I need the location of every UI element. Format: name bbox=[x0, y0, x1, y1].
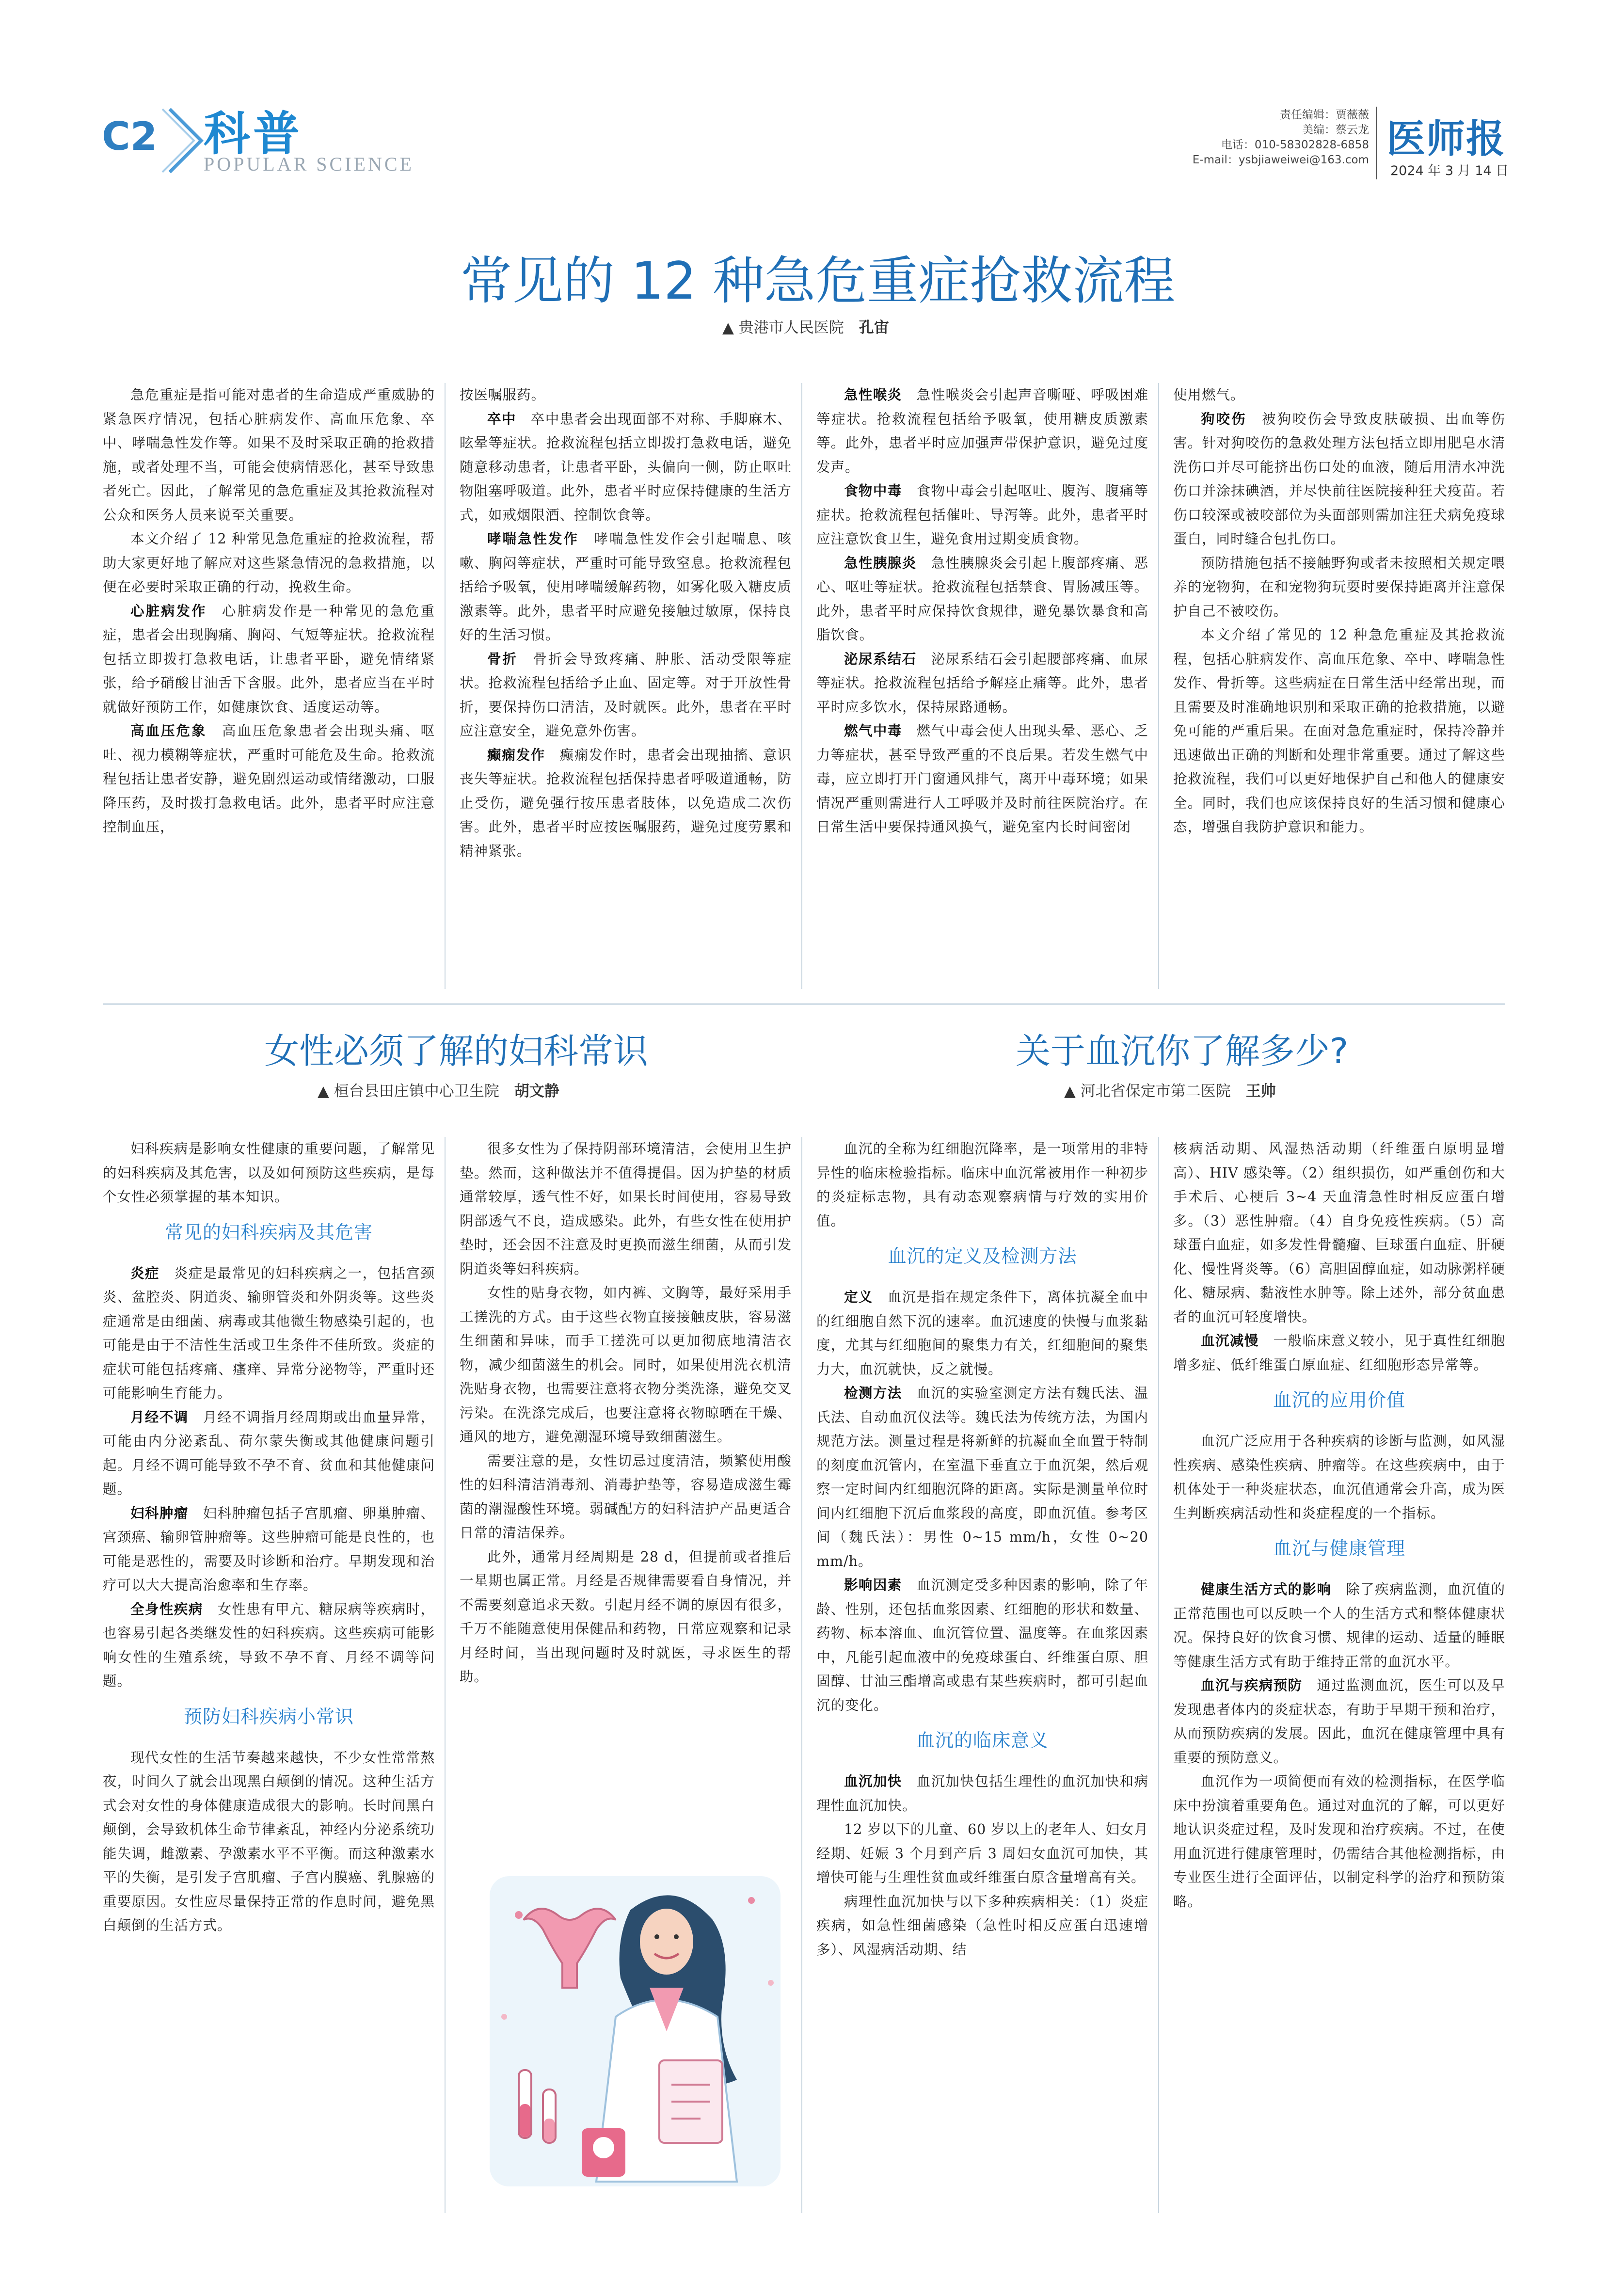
section-title: 科普 bbox=[204, 107, 303, 161]
article2-title: 女性必须了解的妇科常识 bbox=[264, 1031, 649, 1071]
editor-credits bbox=[1193, 108, 1369, 168]
paragraph-keyword: 检测方法 bbox=[844, 1385, 902, 1401]
paragraph-text: 预防措施包括不接触野狗或者未按照相关规定喂养的宠物狗，在和宠物狗玩耍时要保持距离并注意保护自己不被咬伤。 bbox=[1173, 555, 1505, 619]
paragraph bbox=[460, 407, 792, 527]
paragraph-text: 按医嘱服药。 bbox=[460, 387, 546, 403]
byline-author: 孔宙 bbox=[859, 319, 889, 336]
paragraph-text: 急性喉炎会引起声音嘶哑、呼吸困难等症状。抢救流程包括给予吸氧，使用糖皮质激素等。此外，患者平时应加强声带保护意识，避免过度发声。 bbox=[816, 387, 1148, 475]
paragraph bbox=[816, 1818, 1148, 1890]
paragraph-text: 燃气中毒会使人出现头晕、恶心、乏力等症状，甚至导致严重的不良后果。若发生燃气中毒，应立即打开门窗通风排气，离开中毒环境；如果情况严重则需进行人工呼吸并及时前往医院治疗。在日常生活中要保持通风换气，避免室内长时间密闭 bbox=[816, 723, 1148, 835]
column-divider bbox=[801, 383, 802, 989]
paragraph-keyword: 全身性疾病 bbox=[130, 1601, 203, 1617]
paragraph bbox=[460, 1281, 792, 1449]
paragraph bbox=[460, 647, 792, 743]
paragraph bbox=[103, 527, 435, 599]
paragraph bbox=[816, 551, 1148, 647]
paragraph bbox=[816, 719, 1148, 839]
paragraph bbox=[1173, 1674, 1505, 1770]
column-divider bbox=[445, 383, 446, 989]
paragraph-text: 需要注意的是，女性切忌过度清洁，频繁使用酸性的妇科清洁消毒剂、消毒护垫等，容易造成滋生霉菌的潮湿酸性环境。弱碱配方的妇科洁护产品更适合日常的清洁保养。 bbox=[460, 1452, 792, 1541]
paragraph bbox=[460, 743, 792, 863]
section-code: C2 bbox=[102, 114, 158, 159]
subheading: 血沉的定义及检测方法 bbox=[888, 1245, 1077, 1267]
header-divider bbox=[1376, 107, 1377, 179]
paragraph-text: 癫痫发作时，患者会出现抽搐、意识丧失等症状。抢救流程包括保持患者呼吸道通畅，防止受伤，避免强行按压患者肢体，以免造成二次伤害。此外，患者平时应按医嘱服药，避免过度劳累和精神紧张。 bbox=[460, 747, 792, 859]
paragraph bbox=[103, 1597, 435, 1693]
issue-date: 2024 年 3 月 14 日 bbox=[1390, 163, 1509, 178]
subheading: 血沉的应用价值 bbox=[1273, 1389, 1405, 1411]
paragraph-text: 骨折会导致疼痛、肿胀、活动受限等症状。抢救流程包括给予止血、固定等。对于开放性骨折，要保持伤口清洁，及时就医。此外，患者在平时应注意安全，避免意外伤害。 bbox=[460, 651, 792, 739]
paragraph-text: 此外，通常月经周期是 28 d，但提前或者推后一星期也属正常。月经是否规律需要看自身情况，并不需要刻意追求天数。引起月经不调的原因有很多，千万不能随意使用保健品和药物，日常应观察和记录月经时间，当出现问题时及时就医，寻求医生的帮助。 bbox=[460, 1548, 792, 1685]
paragraph-text: 一般临床意义较小，见于真性红细胞增多症、低纤维蛋白原血症、红细胞形态异常等。 bbox=[1173, 1333, 1505, 1373]
paragraph-text: 病理性血沉加快与以下多种疾病相关：（1）炎症疾病，如急性细菌感染（急性时相反应蛋白迅速增多）、风湿病活动期、结 bbox=[816, 1893, 1148, 1958]
paragraph-keyword: 急性喉炎 bbox=[844, 387, 902, 403]
paragraph-text: 高血压危象患者会出现头痛、呕吐、视力模糊等症状，严重时可能危及生命。抢救流程包括让患者安静，避免剧烈运动或情绪激动，口服降压药，及时拨打急救电话。此外，患者平时应注意控制血压， bbox=[103, 723, 435, 835]
paragraph-text: 很多女性为了保持阴部环境清洁，会使用卫生护垫。然而，这种做法并不值得提倡。因为护垫的材质通常较厚，透气性不好，如果长时间使用，容易导致阴部透气不良，造成感染。此外，有些女性在使用护垫时，还会因不注意及时更换而滋生细菌，从而引发阴道炎等妇科疾病。 bbox=[460, 1141, 792, 1277]
subheading: 预防妇科疾病小常识 bbox=[183, 1706, 354, 1727]
paragraph bbox=[816, 1770, 1148, 1818]
paragraph bbox=[816, 479, 1148, 551]
paragraph bbox=[103, 1261, 435, 1405]
column-divider bbox=[1158, 383, 1159, 989]
paragraph bbox=[1173, 383, 1505, 407]
newspaper-logo: 医师报 bbox=[1386, 116, 1506, 161]
paragraph-text: 血沉测定受多种因素的影响，除了年龄、性别，还包括血浆因素、红细胞的形状和数量、药物、标本溶血、血沉管位置、温度等。在血浆因素中，凡能引起血液中的免疫球蛋白、纤维蛋白原、胆固醇、甘油三酯增高或患有某些疾病时，都可引起血沉的变化。 bbox=[816, 1577, 1148, 1713]
paragraph bbox=[816, 1381, 1148, 1573]
paragraph-text: 急危重症是指可能对患者的生命造成严重威胁的紧急医疗情况，包括心脏病发作、高血压危象、卒中、哮喘急性发作等。如果不及时采取正确的抢救措施，或者处理不当，可能会使病情恶化，甚至导致患者死亡。因此，了解常见的急危重症及其抢救流程对公众和医务人员来说至关重要。 bbox=[103, 387, 435, 523]
paragraph-text: 12 岁以下的儿童、60 岁以上的老年人、妇女月经期、妊娠 3 个月到产后 3 周妇女血沉可加快，其增快可能与生理性贫血或纤维蛋白原含量增高有关。 bbox=[816, 1821, 1148, 1885]
paragraph-text: 使用燃气。 bbox=[1173, 387, 1245, 403]
paragraph bbox=[103, 1405, 435, 1501]
credit-phone: 电话：010-58302828-6858 bbox=[1221, 139, 1369, 151]
paragraph-text: 女性的贴身衣物，如内裤、文胸等，最好采用手工搓洗的方式。由于这些衣物直接接触皮肤，容易滋生细菌和异味，而手工搓洗可以更加彻底地清洁衣物，减少细菌滋生的机会。同时，如果使用洗衣机清洗贴身衣物，也需要注意将衣物分类洗涤，避免交叉污染。在洗涤完成后，也要注意将衣物晾晒在干燥、通风的地方，避免潮湿环境导致细菌滋生。 bbox=[460, 1285, 792, 1445]
paragraph bbox=[1173, 1329, 1505, 1377]
paragraph bbox=[1173, 407, 1505, 551]
paragraph-keyword: 心脏病发作 bbox=[130, 603, 207, 619]
paragraph-text: 现代女性的生活节奏越来越快，不少女性常常熬夜，时间久了就会出现黑白颠倒的情况。这种生活方式会对女性的身体健康造成很大的影响。长时间黑白颠倒，会导致机体生命节律紊乱，神经内分泌系统功能失调，雌激素、孕激素水平不平衡。而这种激素水平的失衡，是引发子宫肌瘤、子宫内膜癌、乳腺癌的重要原因。女性应尽量保持正常的作息时间，避免黑白颠倒的生活方式。 bbox=[103, 1749, 435, 1933]
paragraph-keyword: 血沉减慢 bbox=[1201, 1333, 1259, 1349]
paragraph-keyword: 癫痫发作 bbox=[487, 747, 545, 763]
paragraph bbox=[1173, 1429, 1505, 1525]
paragraph bbox=[460, 1545, 792, 1689]
paragraph bbox=[1173, 1578, 1505, 1674]
paragraph-text: 卒中患者会出现面部不对称、手脚麻木、眩晕等症状。抢救流程包括立即拨打急救电话，避免随意移动患者，让患者平卧，头偏向一侧，防止呕吐物阻塞呼吸道。此外，患者平时应保持健康的生活方式，如戒烟限酒、控制饮食等。 bbox=[460, 411, 792, 523]
paragraph bbox=[103, 383, 435, 527]
column-divider bbox=[1158, 1137, 1159, 2213]
article2-column-2 bbox=[460, 1137, 792, 1689]
article2-byline bbox=[318, 1079, 559, 1100]
paragraph-text: 急性胰腺炎会引起上腹部疼痛、恶心、呕吐等症状。抢救流程包括禁食、胃肠减压等。此外，患者平时应保持饮食规律，避免暴饮暴食和高脂饮食。 bbox=[816, 555, 1148, 643]
paragraph bbox=[816, 1285, 1148, 1381]
paragraph bbox=[460, 383, 792, 407]
paragraph-keyword: 妇科肿瘤 bbox=[130, 1505, 189, 1521]
article3-column-1 bbox=[816, 1137, 1148, 1961]
paragraph-text: 月经不调指月经周期或出血量异常，可能由内分泌紊乱、荷尔蒙失衡或其他健康问题引起。月经不调可能导致不孕不育、贫血和其他健康问题。 bbox=[103, 1409, 435, 1497]
paragraph bbox=[816, 1890, 1148, 1962]
paragraph-text: 除了疾病监测，血沉值的正常范围也可以反映一个人的生活方式和整体健康状况。保持良好的饮食习惯、规律的运动、适量的睡眠等健康生活方式有助于维持正常的血沉水平。 bbox=[1173, 1581, 1505, 1670]
female-doctor-illustration-icon bbox=[485, 1857, 785, 2191]
section-subtitle: POPULAR SCIENCE bbox=[204, 153, 414, 175]
paragraph-keyword: 卒中 bbox=[487, 411, 516, 427]
paragraph-text: 炎症是最常见的妇科疾病之一，包括宫颈炎、盆腔炎、阴道炎、输卵管炎和外阴炎等。这些炎症通常是由细菌、病毒或其他微生物感染引起的，也可能是由于不洁性生活或卫生条件不佳所致。炎症的症状可能包括疼痛、瘙痒、异常分泌物等，严重时还可能影响生育能力。 bbox=[103, 1265, 435, 1401]
paragraph-keyword: 月经不调 bbox=[130, 1409, 189, 1425]
paragraph bbox=[460, 1137, 792, 1281]
paragraph bbox=[816, 1137, 1148, 1233]
paragraph-keyword: 健康生活方式的影响 bbox=[1201, 1581, 1332, 1597]
paragraph-keyword: 血沉加快 bbox=[844, 1773, 902, 1789]
article1-column-4 bbox=[1173, 383, 1505, 839]
paragraph bbox=[460, 1449, 792, 1545]
paragraph-keyword: 定义 bbox=[844, 1289, 873, 1305]
paragraph bbox=[103, 599, 435, 719]
paragraph-text: 哮喘急性发作会引起喘息、咳嗽、胸闷等症状，严重时可能导致窒息。抢救流程包括给予吸氧，使用哮喘缓解药物，如雾化吸入糖皮质激素等。此外，患者平时应避免接触过敏原，保持良好的生活习惯。 bbox=[460, 531, 792, 643]
byline-org: ▲ 桓台县田庄镇中心卫生院 bbox=[318, 1083, 499, 1100]
paragraph-text: 血沉的实验室测定方法有魏氏法、温氏法、自动血沉仪法等。魏氏法为传统方法，为国内规范方法。测量过程是将新鲜的抗凝血全血置于特制的刻度血沉管内，在室温下垂直立于血沉架，然后观察一定时间内红细胞沉降的距离。实际是测量单位时间内红细胞下沉后血浆段的高度，即血沉值。参考区间（魏氏法）：男性 0~15 mm/h，女性 0~20 mm/h。 bbox=[816, 1385, 1148, 1569]
paragraph bbox=[103, 1746, 435, 1938]
paragraph-text: 本文介绍了常见的 12 种急危重症及其抢救流程，包括心脏病发作、高血压危象、卒中、哮喘急性发作、骨折等。这些病症在日常生活中经常出现，而且需要及时准确地识别和采取正确的抢救措施，以避免可能的严重后果。在面对急危重症时，保持冷静并迅速做出正确的判断和处理非常重要。通过了解这些抢救流程，我们可以更好地保护自己和他人的健康安全。同时，我们也应该保持良好的生活习惯和健康心态，增强自我防护意识和能力。 bbox=[1173, 627, 1505, 835]
paragraph-text: 泌尿系结石会引起腰部疼痛、血尿等症状。抢救流程包括给予解痉止痛等。此外，患者平时应多饮水，保持尿路通畅。 bbox=[816, 651, 1148, 715]
paragraph-keyword: 炎症 bbox=[130, 1265, 159, 1281]
paragraph-text: 女性患有甲亢、糖尿病等疾病时，也容易引起各类继发性的妇科疾病。这些疾病可能影响女性的生殖系统，导致不孕不育、月经不调等问题。 bbox=[103, 1601, 435, 1689]
credit-editor: 责任编辑：贾薇薇 bbox=[1280, 109, 1369, 121]
paragraph-keyword: 狗咬伤 bbox=[1201, 411, 1247, 427]
paragraph bbox=[1173, 1137, 1505, 1329]
paragraph bbox=[1173, 1770, 1505, 1913]
paragraph-text: 核病活动期、风湿热活动期（纤维蛋白原明显增高）、HIV 感染等。（2）组织损伤，如严重创伤和大手术后、心梗后 3~4 天血清急性时相反应蛋白增多。（3）恶性肿瘤。（4）自身免疫性疾病。（5）高球蛋白血症，如多发性骨髓瘤、巨球蛋白血症、肝硬化、慢性肾炎等。（6）高胆固醇血症，如动脉粥样硬化、糖尿病、黏液性水肿等。除上述外，部分贫血患者的血沉可轻度增快。 bbox=[1173, 1141, 1505, 1325]
article3-title: 关于血沉你了解多少? bbox=[1016, 1031, 1349, 1071]
paragraph bbox=[103, 1137, 435, 1209]
article1-title: 常见的 12 种急危重症抢救流程 bbox=[461, 251, 1176, 311]
subheading: 血沉的临床意义 bbox=[916, 1730, 1049, 1751]
paragraph-text: 血沉的全称为红细胞沉降率，是一项常用的非特异性的临床检验指标。临床中血沉常被用作一种初步的炎症标志物，具有动态观察病情与疗效的实用价值。 bbox=[816, 1141, 1148, 1229]
paragraph-keyword: 泌尿系结石 bbox=[844, 651, 917, 667]
article3-column-2 bbox=[1173, 1137, 1505, 1913]
article1-column-3 bbox=[816, 383, 1148, 839]
paragraph bbox=[816, 647, 1148, 719]
paragraph bbox=[460, 527, 792, 647]
article3-byline bbox=[1064, 1079, 1276, 1100]
article1-byline bbox=[722, 315, 889, 337]
column-divider bbox=[445, 1137, 446, 2213]
paragraph-text: 妇科肿瘤包括子宫肌瘤、卵巢肿瘤、宫颈癌、输卵管肿瘤等。这些肿瘤可能是良性的，也可能是恶性的，需要及时诊断和治疗。早期发现和治疗可以大大提高治愈率和生存率。 bbox=[103, 1505, 435, 1593]
paragraph bbox=[1173, 551, 1505, 623]
paragraph-keyword: 哮喘急性发作 bbox=[487, 531, 579, 547]
paragraph-keyword: 燃气中毒 bbox=[844, 723, 902, 739]
paragraph-keyword: 骨折 bbox=[487, 651, 518, 667]
paragraph bbox=[103, 719, 435, 839]
paragraph bbox=[103, 1501, 435, 1597]
article1-column-2 bbox=[460, 383, 792, 863]
subheading: 常见的妇科疾病及其危害 bbox=[164, 1221, 373, 1243]
column-divider bbox=[801, 1137, 802, 2213]
paragraph-text: 通过监测血沉，医生可以及早发现患者体内的炎症状态，有助于早期干预和治疗，从而预防疾病的发展。因此，血沉在健康管理中具有重要的预防意义。 bbox=[1173, 1677, 1505, 1766]
paragraph-keyword: 血沉与疾病预防 bbox=[1201, 1677, 1303, 1693]
paragraph bbox=[1173, 623, 1505, 839]
paragraph-text: 血沉加快包括生理性的血沉加快和病理性血沉加快。 bbox=[816, 1773, 1148, 1814]
paragraph-keyword: 影响因素 bbox=[844, 1577, 902, 1593]
byline-author: 王帅 bbox=[1245, 1083, 1276, 1100]
credit-designer: 美编：蔡云龙 bbox=[1302, 124, 1369, 136]
paragraph-text: 心脏病发作是一种常见的急危重症，患者会出现胸痛、胸闷、气短等症状。抢救流程包括立即拨打急救电话，让患者平卧，避免情绪紧张，给予硝酸甘油舌下含服。此外，患者应当在平时就做好预防工作，如健康饮食、适度运动等。 bbox=[103, 603, 435, 715]
paragraph-keyword: 急性胰腺炎 bbox=[844, 555, 917, 571]
paragraph-text: 血沉作为一项简便而有效的检测指标，在医学临床中扮演着重要角色。通过对血沉的了解，可以更好地认识炎症过程，及时发现和治疗疾病。不过，在使用血沉进行健康管理时，仍需结合其他检测指标，由专业医生进行全面评估，以制定科学的治疗和预防策略。 bbox=[1173, 1773, 1505, 1910]
paragraph-text: 血沉广泛应用于各种疾病的诊断与监测，如风湿性疾病、感染性疾病、肿瘤等。在这些疾病中，由于机体处于一种炎症状态，血沉值通常会升高，成为医生判断疾病活动性和炎症程度的一个指标。 bbox=[1173, 1433, 1505, 1521]
article1-column-1 bbox=[103, 383, 435, 839]
paragraph-text: 本文介绍了 12 种常见急危重症的抢救流程，帮助大家更好地了解应对这些紧急情况的急救措施，以便在必要时采取正确的行动，挽救生命。 bbox=[103, 531, 435, 595]
paragraph-keyword: 食物中毒 bbox=[844, 483, 902, 499]
article2-column-1 bbox=[103, 1137, 435, 1938]
paragraph bbox=[816, 383, 1148, 479]
paragraph-text: 妇科疾病是影响女性健康的重要问题，了解常见的妇科疾病及其危害，以及如何预防这些疾病，是每个女性必须掌握的基本知识。 bbox=[103, 1141, 435, 1205]
byline-org: ▲ 河北省保定市第二医院 bbox=[1064, 1083, 1231, 1100]
subheading: 血沉与健康管理 bbox=[1273, 1538, 1405, 1559]
byline-org: ▲ 贵港市人民医院 bbox=[722, 319, 844, 336]
paragraph bbox=[816, 1573, 1148, 1717]
paragraph-keyword: 高血压危象 bbox=[130, 723, 207, 739]
credit-email: E-mail：ysbjiaweiwei@163.com bbox=[1192, 154, 1369, 166]
byline-author: 胡文静 bbox=[514, 1083, 559, 1100]
paragraph-text: 被狗咬伤会导致皮肤破损、出血等伤害。针对狗咬伤的急救处理方法包括立即用肥皂水清洗伤口并尽可能挤出伤口处的血液，随后用清水冲洗伤口并涂抹碘酒，并尽快前往医院接种狂犬疫苗。若伤口较深或被咬部位为头面部则需加注狂犬病免疫球蛋白，同时缝合包扎伤口。 bbox=[1173, 411, 1505, 547]
paragraph-text: 血沉是指在规定条件下，离体抗凝全血中的红细胞自然下沉的速率。血沉速度的快慢与血浆黏度，尤其与红细胞间的聚集力有关，红细胞间的聚集力大，血沉就快，反之就慢。 bbox=[816, 1289, 1148, 1377]
paragraph-text: 食物中毒会引起呕吐、腹泻、腹痛等症状。抢救流程包括催吐、导泻等。此外，患者平时应注意饮食卫生，避免食用过期变质食物。 bbox=[816, 483, 1148, 547]
